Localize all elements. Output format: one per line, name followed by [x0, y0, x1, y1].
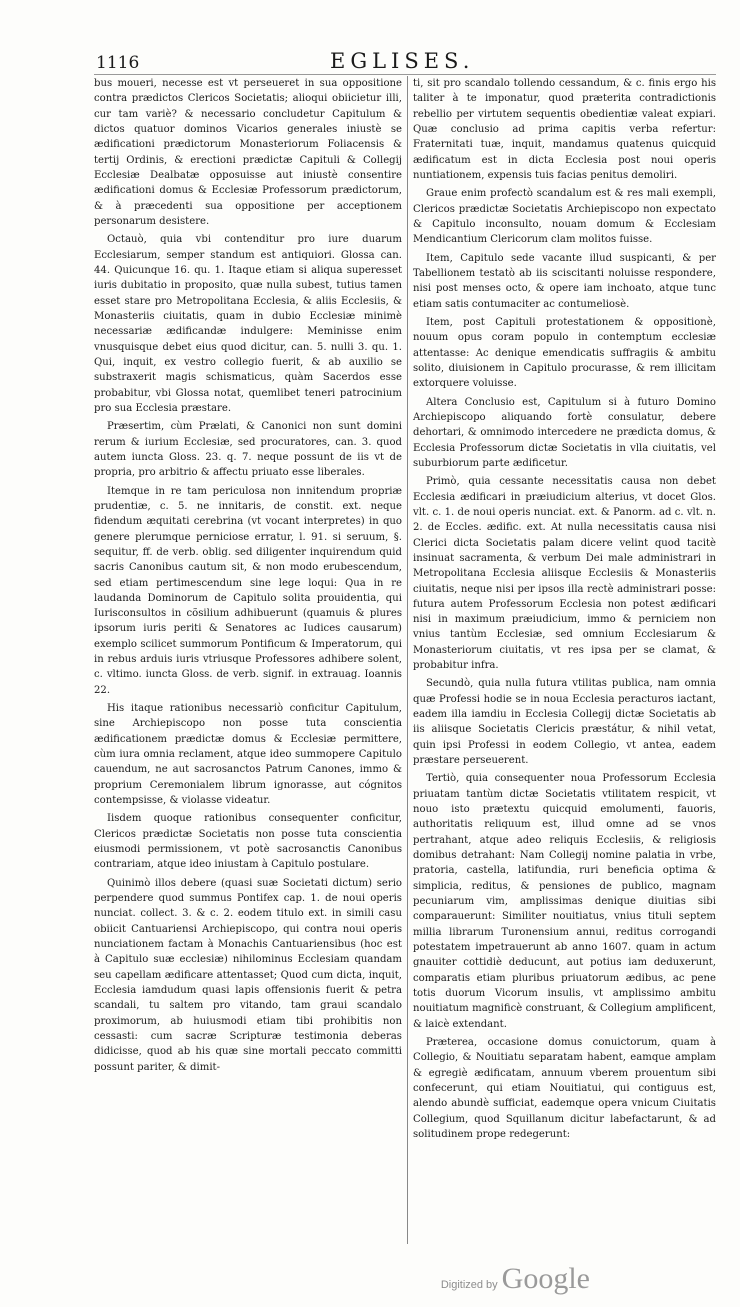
right-column: [413, 76, 716, 1145]
paragraph: Quinimò illos debere (quasi suæ Societati dictum) serio perpendere quod summus Pontifex cap. 1. de noui operis nunciat. collect. 3. & c. 2. eodem titulo ext. in simili casu obiicit Cantuariensi Archiepiscopo, qui contra noui operis nunciationem factam à Monachis Cantuariensibus (hoc est à Capitulo suæ ecclesiæ) nihilominus Ecclesiam quandam seu capellam ædificare attentasset; Quod cum dicta, inquit, Ecclesia iamdudum quasi lapis offensionis fuerit & petra scandali, tu saltem pro vitando, tam graui scandalo proximorum, ab huiusmodi etiam tibi prohibitis non cessasti: cum sacræ Scripturæ testimonia deberas didicisse, quod ab his quæ sine mortali peccato committi possunt pariter, & dimit-: [94, 877, 402, 1073]
paragraph: bus moueri, necesse est vt perseueret in sua oppositione contra prædictos Clericos Societatis; alioqui obiicietur illi, cur tam variè? & necessario concludetur Capitulum & dictos quatuor dominos Vicarios generales iniustè se ædificationi prædictorum Monasteriorum Foliacensis & tertij Ordinis, & erectioni prædictæ Capituli & Collegij Ecclesiæ Dealbatæ opposuisse aut iniustè consentire ædificationi domus & Ecclesiæ Professorum prædictorum, & à præcedenti sua oppositione per acceptionem personarum desistere.: [94, 78, 402, 227]
paragraph: Altera Conclusio est, Capitulum si à futuro Domino Archiepiscopo aliquando fortè consulatur, debere dehortari, & omnimodo intercedere ne prædicta domus, & Ecclesia Professorum dictæ Societatis in vlla ciuitatis, vel suburbiorum parte ædificetur.: [413, 396, 716, 469]
paragraph: Tertiò, quia consequenter noua Professorum Ecclesia priuatam tantùm dictæ Societatis vtilitatem respicit, vt nouo isto prætextu quicquid emolumenti, fauoris, authoritatis reliquum est, illud omne ad se vnos pertrahant, atque adeo reliquis Ecclesiis, & religiosis domibus detrahant: Nam Collegij nomine palatia in vrbe, pratoria, castella, latifundia, ruri beneficia optima & simplicia, reditus, & pensiones de publico, magnam pecuniarum vim, amplissimas denique diuitias sibi comparauerunt: Similiter nouitiatus, vnius tituli septem millia librarum Turonensium annui, reditus corrogandi potestatem impetrauerunt ab anno 1607. quam in actum gnauiter cottidiè deducunt, aut potius iam deduxerunt, comparatis etiam pluribus priuatorum ædibus, ac pene totis duorum Vicorum insulis, vt amplissimo ambitu nouitiatum magnificè construant, & Collegium amplificent, & laicè extendant.: [413, 773, 716, 1030]
header-rule: [94, 74, 716, 75]
digitized-by-text: Digitized by: [440, 1279, 498, 1291]
paragraph: Primò, quia cessante necessitatis causa non debet Ecclesia ædificari in præiudicium alterius, vt docet Glos. vlt. c. 1. de noui operis nunciat. ext. & Panorm. ad c. vlt. n. 2. de Eccles. ædific. ext. At nulla necessitatis causa nisi Clerici dicta Societatis palam dicere velint quod tacitè insinuat sacramenta, & verbum Dei male administrari in Metropolitana Ecclesia aliisque Ecclesiis & Monasteriis ciuitatis, neque nisi per ipsos illa rectè administrari posse: futura autem Professorum Ecclesia non potest ædificari nisi in maximum præiudicium, immo & perniciem non vnius tantùm Ecclesiæ, sed omnium Ecclesiarum & Monasteriorum ciuitatis, vt res ipsa per se clamat, & probabitur infra.: [413, 476, 716, 672]
page-number: 1116: [96, 53, 140, 73]
paragraph: Octauò, quia vbi contenditur pro iure duarum Ecclesiarum, semper standum est antiquiori. Glossa can. 44. Quicunque 16. qu. 1. Itaque etiam si aliqua superesset iuris dubitatio in proposito, quæ nulla subest, tutius tamen esset stare pro Metropolitana Ecclesia, & aliis Ecclesiis, & Monasteriis ciuitatis, quam in dubio Ecclesiæ minimè necessariæ ædificandæ indulgere: Meminisse enim vnusquisque debet eius quod dicitur, can. 5. nulli 3. qu. 1. Qui, inquit, ex vestro collegio fuerit, & ab auxilio se substraxerit magis schismaticus, quàm Sacerdos esse probabitur, vbi Glossa notat, quemlibet teneri patrocinium pro sua Ecclesia præstare.: [94, 234, 402, 414]
running-head: EGLISES.: [330, 49, 475, 73]
paragraph: Itemque in re tam periculosa non innitendum propriæ prudentiæ, c. 5. ne innitaris, de constit. ext. neque fidendum æquitati cerebrina (vt vocant interpretes) in quo genere plerumque perniciose erratur, l. 91. si seruum, §. sequitur, ff. de verb. oblig. sed diligenter inquirendum quid sacris Canonibus cautum sit, & non modo erubescendum, sed etiam pertimescendum sine lege loqui: Qua in re laudanda Dominorum de Capitulo solita prouidentia, qui Iurisconsultos in cõsilium adhibuerunt (quamuis & plures ipsorum iuris periti & Senatores ac Iudices causarum) exemplo scilicet summorum Pontificum & Imperatorum, qui in rebus arduis iuris vtriusque Professores adhibere solent, c. vltimo. iuncta Gloss. de verb. signif. in extrauag. Ioannis 22.: [94, 485, 402, 696]
google-logo: Google: [501, 1262, 590, 1295]
paragraph: Item, Capitulo sede vacante illud suspicanti, & per Tabellionem testatò ab iis sciscitanti noluisse respondere, nisi post menses octo, & opere iam inchoato, atque tunc etiam satis contumaciter ac contumeliosè.: [413, 252, 716, 310]
paragraph: Iisdem quoque rationibus consequenter conficitur, Clericos prædictæ Societatis non posse tuta conscientia eiusmodi permissionem, vt potè sacrosanctis Canonibus contrariam, atque ideo iniustam à Capitulo postulare.: [94, 813, 402, 871]
paragraph: His itaque rationibus necessariò conficitur Capitulum, sine Archiepiscopo non posse tuta conscientia ædificationem prædictæ domus & Ecclesiæ permittere, cùm iura omnia reclament, atque ideo summopere Capitulo cauendum, ne aut sacrosanctos Patrum Canones, immo & proprium Ceremonialem librum ignorasse, aut cógnitos contempsisse, & violasse videatur.: [94, 703, 402, 807]
paragraph: Graue enim profectò scandalum est & res mali exempli, Clericos prædictæ Societatis Archiepiscopo non expectato & Capitulo inconsulto, nouam domum & Ecclesiam Mendicantium Clericorum clam molitos fuisse.: [413, 188, 716, 246]
left-column: [94, 76, 402, 1078]
paragraph: Secundò, quia nulla futura vtilitas publica, nam omnia quæ Professi hodie se in noua Ecclesia peracturos iactant, eadem illa iamdiu in Ecclesia Collegij dictæ Societatis ab iis aliisque Societatis Clericis præstátur, & nihil vetat, quin ipsi Professi in eodem Collegio, vt antea, eadem præstare perseuerent.: [413, 678, 716, 767]
digitized-watermark: [441, 1262, 590, 1296]
paragraph: Item, post Capituli protestationem & oppositionè, nouum opus coram populo in contemptum ecclesiæ attentasse: Ac denique emendicatis suffragiis & ambitu solito, diuisionem in Capitulo procurasse, & rem illicitam extorquere voluisse.: [413, 316, 716, 390]
column-divider: [407, 76, 408, 1244]
paragraph: Præterea, occasione domus conuictorum, quam à Collegio, & Nouitiatu separatam habent, eamque amplam & egregiè ædificatam, annuum vberem prouentum sibi confecerunt, qui etiam Nouitiatui, qui contiguus est, alendo abundè sufficiat, eademque opera vnicum Ciuitatis Collegium, quod Squillanum dicitur labefactarunt, & ad solitudinem prope redegerunt:: [413, 1037, 716, 1140]
paragraph: ti, sit pro scandalo tollendo cessandum, & c. finis ergo his taliter à te imponatur, quod præterita contradictionis rebellio per virtutem sequentis obedientiæ valeat expiari. Quæ conclusio ad prima capitis verba refertur: Fraternitati tuæ, inquit, mandamus quatenus quicquid ædificatum est in dicta Ecclesia post noui operis nuntiationem, expensis tuis facias penitus demoliri.: [413, 78, 716, 181]
paragraph: Præsertim, cùm Prælati, & Canonici non sunt domini rerum & iurium Ecclesiæ, sed procuratores, can. 3. quod autem iuncta Gloss. 23. q. 7. neque possunt de iis vt de propria, pro arbitrio & affectu priuato esse liberales.: [94, 421, 402, 479]
